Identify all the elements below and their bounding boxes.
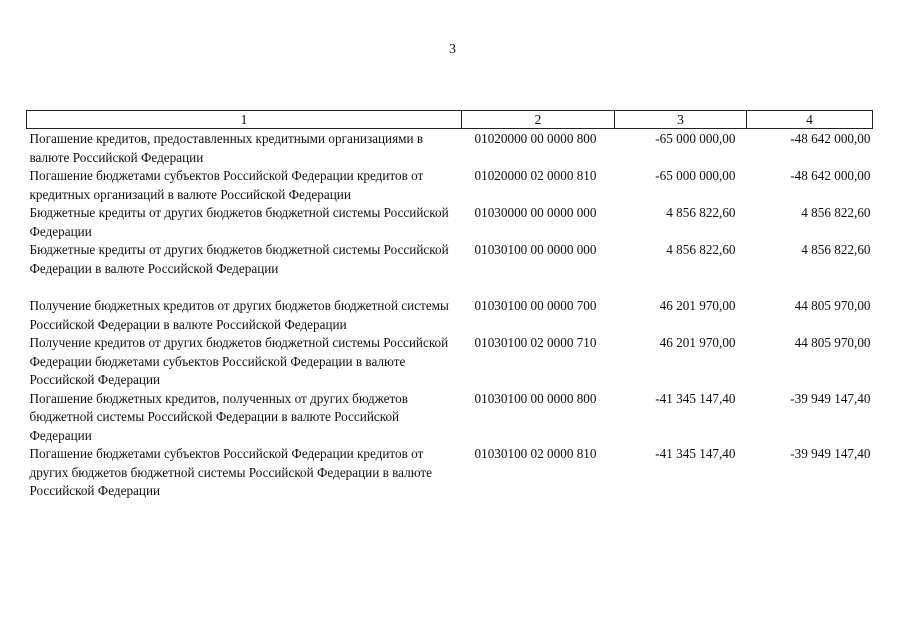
row-code: 01030100 02 0000 710 (474, 335, 597, 350)
row-code: 01020000 02 0000 810 (474, 168, 597, 183)
row-name: Получение бюджетных кредитов от других бюджетов бюджетной системы Российской Федерации в валюте Российской Федерации (29, 298, 449, 332)
row-name: Бюджетные кредиты от других бюджетов бюджетной системы Российской Федерации (29, 205, 449, 239)
row-value-col3: -41 345 147,40 (655, 390, 736, 406)
budget-sources-table (26, 110, 873, 501)
row-value-col4: 4 856 822,60 (801, 242, 871, 257)
table-row (27, 297, 873, 334)
table-row (27, 334, 873, 390)
table-row (27, 445, 873, 501)
row-name: Погашение кредитов, предоставленных кредитными организациями в валюте Российской Федерации (29, 131, 424, 165)
column-header-4: 4 (747, 111, 873, 129)
row-value-col3: 4 856 822,60 (666, 242, 736, 257)
table-row (27, 241, 873, 278)
row-name: Получение кредитов от других бюджетов бюджетной системы Российской Федерации бюджетами субъектов Российской Федерации в валюте Российской Федерации (29, 335, 449, 387)
row-name: Погашение бюджетами субъектов Российской Федерации кредитов от кредитных организаций в валюте Российской Федерации (29, 168, 424, 202)
row-code: 01030000 00 0000 000 (474, 205, 597, 220)
row-code: 01030100 00 0000 800 (474, 390, 597, 406)
row-value-col3: 46 201 970,00 (659, 298, 736, 313)
table-row (27, 129, 873, 168)
table-header-row (27, 111, 873, 129)
row-value-col4: -48 642 000,00 (790, 131, 871, 146)
row-value-col4: -48 642 000,00 (790, 168, 871, 183)
page-number: 3 (449, 42, 456, 57)
row-code: 01030100 00 0000 000 (474, 242, 597, 257)
row-code: 01030100 00 0000 700 (474, 298, 597, 313)
column-header-1: 1 (27, 111, 462, 129)
blank-row (27, 278, 873, 297)
row-value-col3: 46 201 970,00 (659, 335, 736, 350)
row-name: Погашение бюджетами субъектов Российской Федерации кредитов от других бюджетов бюджетной системы Российской Федерации в валюте Российской Федерации (29, 446, 433, 498)
row-name: Бюджетные кредиты от других бюджетов бюджетной системы Российской Федерации в валюте Российской Федерации (29, 242, 449, 276)
row-value-col3: -41 345 147,40 (655, 446, 736, 461)
row-value-col4: 44 805 970,00 (794, 298, 871, 313)
row-value-col3: -65 000 000,00 (655, 168, 736, 183)
column-header-2: 2 (462, 111, 615, 129)
row-value-col3: 4 856 822,60 (666, 205, 736, 220)
row-value-col4: -39 949 147,40 (790, 446, 871, 461)
column-header-3: 3 (615, 111, 747, 129)
blank-cell (27, 278, 873, 297)
row-value-col4: 44 805 970,00 (794, 335, 871, 350)
row-code: 01020000 00 0000 800 (474, 131, 597, 146)
table-row (27, 390, 873, 446)
row-value-col3: -65 000 000,00 (655, 131, 736, 146)
table-row (27, 204, 873, 241)
row-value-col4: -39 949 147,40 (790, 390, 871, 406)
row-value-col4: 4 856 822,60 (801, 205, 871, 220)
row-code: 01030100 02 0000 810 (474, 446, 597, 461)
row-name: Погашение бюджетных кредитов, полученных от других бюджетов бюджетной системы Российской Федерации в валюте Российской Федерации (29, 390, 408, 443)
table-row (27, 167, 873, 204)
